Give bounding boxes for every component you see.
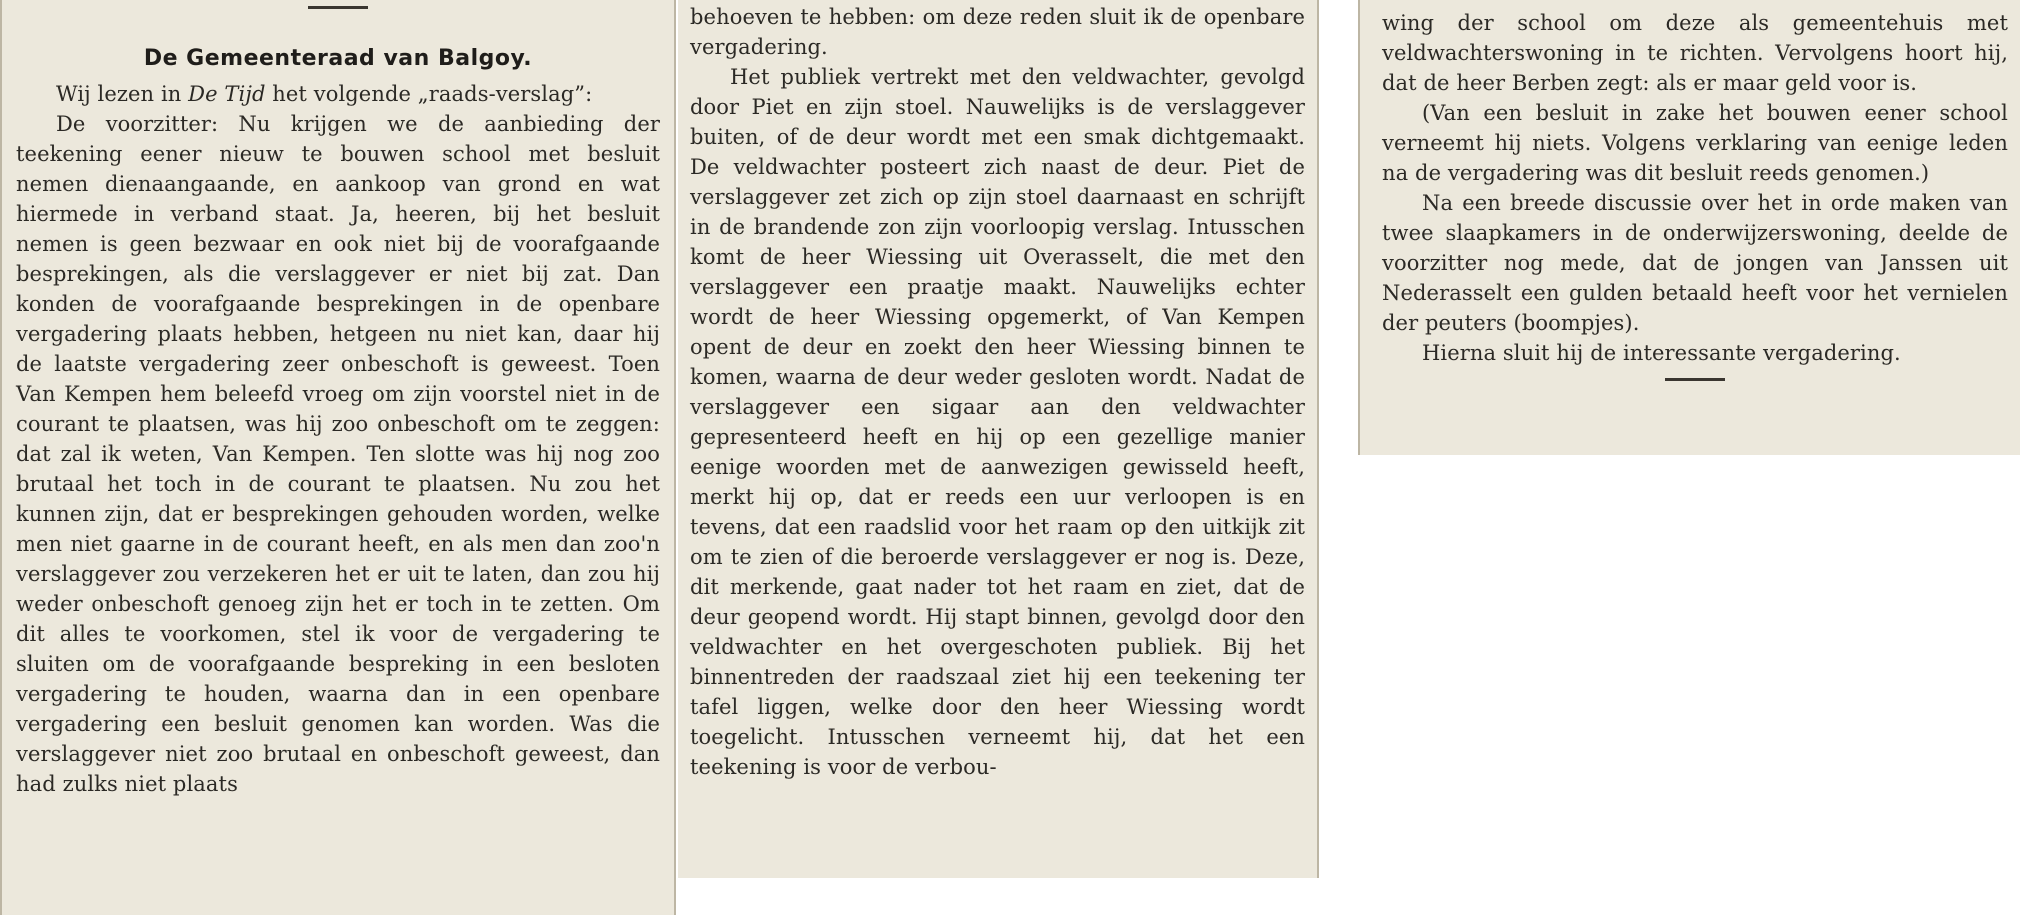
paragraph-chairman: De voorzitter: Nu krijgen we de aanbieding der teekening eener nieuw te bouwen school met besluit nemen dienaangaande, en aankoop van grond en wat hiermede in verband staat. Ja, heeren, bij het besluit nemen is geen bezwaar en ook niet bij de voorafgaande besprekingen, als die verslaggever er niet bij zat. Dan konden de voorafgaande besprekingen in de openbare vergadering plaats hebben, hetgeen nu niet kan, daar hij de laatste vergadering zeer onbeschoft is geweest. Toen Van Kempen hem beleefd vroeg om zijn voorstel niet in de courant te plaatsen, was hij zoo onbeschoft om te zeggen: dat zal ik weten, Van Kempen. Ten slotte was hij nog zoo brutaal het toch in de courant te plaatsen. Nu zou het kunnen zijn, dat er besprekingen gehouden worden, welke men niet gaarne in de courant heeft, en als men dan zoo'n verslaggever zou verzekeren het er uit te laten, dan zou hij weder onbeschoft genoeg zijn het er toch in te zetten. Om dit alles te voorkomen, stel ik voor de vergadering te sluiten om de voorafgaande bespreking in een besloten vergadering te houden, waarna dan in een openbare vergadering een besluit genomen kan worden. Was die verslaggever niet zoo brutaal en onbeschoft geweest, dan had zulks niet plaats <box>16 112 660 796</box>
paragraph-continuation-2: wing der school om deze als gemeentehuis met veldwachterswoning in te richten. Vervolgens hoort hij, dat de heer Berben zegt: als er maar geld voor is. <box>1382 11 2008 95</box>
article-title: De Gemeenteraad van Balgoy. <box>143 46 533 71</box>
source-name: De Tijd <box>188 82 266 106</box>
article-intro <box>16 79 660 109</box>
intro-after: het volgende „raads-verslag”: <box>265 82 593 106</box>
clipping-column-2 <box>678 0 1319 878</box>
separator-rule <box>1665 378 1725 381</box>
separator-rule <box>308 6 368 9</box>
clipping-column-3 <box>1358 0 2020 455</box>
clipping-column-1 <box>0 0 676 915</box>
paragraph-decision: (Van een besluit in zake het bouwen eener school verneemt hij niets. Volgens verklaring van eenige leden na de vergadering was dit besluit reeds genomen.) <box>1382 101 2008 185</box>
intro-before: Wij lezen in <box>56 82 189 106</box>
paragraph-closing: Hierna sluit hij de interessante vergadering. <box>1422 341 1901 365</box>
paragraph-continuation: behoeven te hebben: om deze reden sluit ik de openbare vergadering. <box>690 5 1305 59</box>
paragraph-discussion: Na een breede discussie over het in orde maken van twee slaapkamers in de onderwijzerswoning, deelde de voorzitter nog mede, dat de jongen van Janssen uit Nederasselt een gulden betaald heeft voor het vernielen der peuters (boompjes). <box>1382 191 2008 335</box>
paragraph-public-leaves: Het publiek vertrekt met den veldwachter, gevolgd door Piet en zijn stoel. Nauwelijks is de verslaggever buiten, of de deur wordt met een smak dichtgemaakt. De veldwachter posteert zich naast de deur. Piet de verslaggever zet zich op zijn stoel daarnaast en schrijft in de brandende zon zijn voorloopig verslag. Intusschen komt de heer Wiessing uit Overasselt, die met den verslaggever een praatje maakt. Nauwelijks echter wordt de heer Wiessing opgemerkt, of Van Kempen opent de deur en zoekt den heer Wiessing binnen te komen, waarna de deur weder gesloten wordt. Nadat de verslaggever een sigaar aan den veldwachter gepresenteerd heeft en hij op een gezellige manier eenige woorden met de aanwezigen gewisseld heeft, merkt hij op, dat er reeds een uur verloopen is en tevens, dat een raadslid voor het raam op den uitkijk zit om te zien of die beroerde verslaggever er nog is. Deze, dit merkende, gaat nader tot het raam en ziet, dat de deur geopend wordt. Hij stapt binnen, gevolgd door den veldwachter en het overgeschoten publiek. Bij het binnentreden der raadszaal ziet hij een teekening ter tafel liggen, welke door den heer Wiessing wordt toegelicht. Intusschen verneemt hij, dat het een teekening is voor de verbou- <box>690 65 1305 779</box>
